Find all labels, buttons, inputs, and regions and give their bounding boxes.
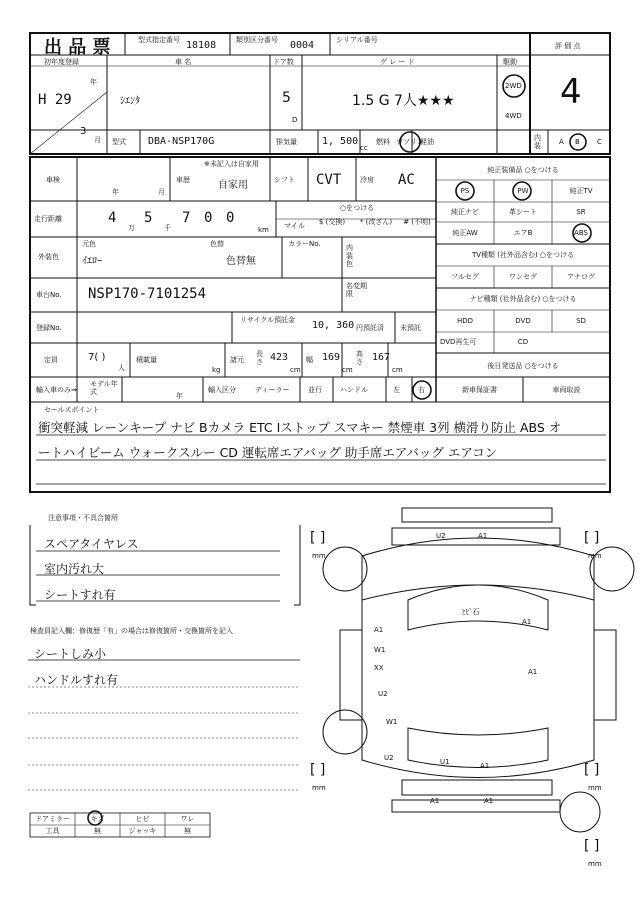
equip-airbag: エアB bbox=[513, 229, 533, 237]
dealer-option: ディーラー bbox=[255, 386, 290, 394]
chassis-value: NSP170-7101254 bbox=[88, 286, 207, 302]
model-year-label: モデル年式 bbox=[90, 380, 118, 396]
month-unit: 月 bbox=[94, 136, 101, 144]
mirror-scratch: キズ bbox=[90, 815, 105, 823]
doors-label: ドア数 bbox=[273, 58, 294, 66]
ac-label: 冷房 bbox=[360, 176, 374, 184]
mm-rr: mm bbox=[588, 784, 602, 792]
note-3: シートすれ有 bbox=[44, 588, 116, 602]
bracket-rl: [ ] bbox=[310, 762, 326, 778]
mark-chip: ﾋﾋﾞ石 bbox=[462, 608, 480, 616]
parallel-option: 並行 bbox=[308, 386, 322, 394]
car-name-label: 車 名 bbox=[175, 58, 192, 66]
cc-unit: cc bbox=[360, 144, 368, 152]
interior-c: C bbox=[597, 138, 602, 146]
mirror-crack: ヒビ bbox=[135, 815, 150, 823]
mark-a1-bumper-1: A1 bbox=[430, 797, 440, 805]
model-no-label: 型式指定番号 bbox=[138, 36, 180, 44]
ac-value: AC bbox=[398, 172, 415, 188]
mark-a1-right-1: A1 bbox=[522, 618, 532, 626]
later-manual: 車両取説 bbox=[552, 386, 581, 394]
mile-label: マイル bbox=[284, 222, 305, 230]
car-name: ｼｴﾝﾀ bbox=[120, 96, 140, 107]
history-label: 車歴 bbox=[176, 176, 190, 184]
mileage-digit-5: 0 bbox=[226, 210, 235, 226]
tool-value: 無 bbox=[94, 827, 101, 835]
equip-pw: PW bbox=[517, 187, 529, 195]
shaken-label: 車検 bbox=[46, 176, 60, 184]
nav-sd: SD bbox=[576, 317, 586, 325]
recycle-label: リサイクル預託金 bbox=[240, 316, 296, 324]
meter-circle-label: ○をつける bbox=[340, 204, 375, 212]
sales-line-2: ートハイビーム ウォークスルー CD 運転席エアバッグ 助手席エアバッグ エアコン bbox=[38, 445, 498, 460]
mirror-break: ワレ bbox=[180, 815, 195, 823]
mm-rl: mm bbox=[312, 784, 326, 792]
recycle-value: 10, 360 bbox=[312, 320, 355, 331]
displacement-label: 排気量 bbox=[276, 138, 297, 146]
mm-fr: mm bbox=[588, 552, 602, 560]
class-no-label: 類別区分番号 bbox=[236, 36, 278, 44]
mm-spare: mm bbox=[588, 860, 602, 868]
mileage-digit-4: 0 bbox=[204, 210, 213, 226]
length-value: 423 bbox=[270, 352, 289, 363]
import-class-label: 輸入区分 bbox=[208, 386, 236, 394]
width-cm: cm bbox=[342, 366, 353, 374]
dims-label: 諸元 bbox=[230, 356, 244, 364]
import-label: 輸入車のみ⇒ bbox=[36, 386, 77, 394]
meter-opt-1: $ (交換) bbox=[318, 218, 346, 226]
notes-label: 注意事項・不具合箇所 bbox=[48, 514, 118, 522]
sales-label: セールスポイント bbox=[44, 406, 100, 414]
mark-u2-rear: U2 bbox=[384, 754, 394, 762]
color-value: ｲｴﾛｰ bbox=[82, 256, 102, 267]
equip-leather: 革シート bbox=[509, 208, 537, 216]
mark-w1-left: W1 bbox=[374, 646, 386, 654]
recycle-paid: 円預託済 bbox=[356, 324, 384, 332]
height-cm: cm bbox=[392, 366, 403, 374]
inspector-note-1: シートしみ小 bbox=[34, 647, 107, 661]
fuel-value: ガソリン bbox=[396, 138, 424, 146]
later-label: 後日発送品 ○をつける bbox=[487, 362, 559, 370]
man-unit: 万 bbox=[128, 224, 135, 232]
mark-a1-rear: A1 bbox=[480, 762, 490, 770]
meter-opt-3: # (不明) bbox=[403, 218, 431, 226]
shaken-month-unit: 月 bbox=[158, 188, 165, 196]
recycle-unpaid: 未預託 bbox=[400, 324, 421, 332]
history-value: 自家用 bbox=[218, 180, 248, 191]
fuel-label: 燃料 bbox=[376, 138, 390, 146]
model-value: DBA-NSP170G bbox=[148, 136, 215, 147]
tv-full: フルセグ bbox=[451, 273, 479, 281]
mark-u2-front: U2 bbox=[436, 532, 446, 540]
equip-abs: ABS bbox=[574, 229, 588, 237]
color-change-label: 色替 bbox=[210, 240, 224, 248]
interior-a: A bbox=[559, 138, 564, 146]
color-orig-label: 元色 bbox=[82, 240, 96, 248]
oil-label: 軽油 bbox=[420, 138, 434, 146]
equip-sr: SR bbox=[576, 208, 586, 216]
chassis-label: 車台No. bbox=[36, 291, 62, 299]
mirror-label: ドアミラー bbox=[35, 815, 70, 823]
kg-unit: kg bbox=[212, 366, 221, 374]
color-no-label: カラーNo. bbox=[288, 240, 321, 248]
drive-label: 駆動 bbox=[503, 58, 517, 66]
bracket-spare: [ ] bbox=[584, 838, 600, 854]
bracket-fr: [ ] bbox=[584, 530, 600, 546]
mileage-digit-3: 7 bbox=[182, 210, 191, 226]
grade-value: 1.5 G 7人★★★ bbox=[352, 93, 455, 109]
capacity-value: 7( ) bbox=[88, 352, 106, 363]
rating-value: 4 bbox=[560, 72, 582, 112]
door-type: D bbox=[292, 116, 298, 124]
name-change-label: 名変期限 bbox=[346, 282, 367, 298]
color-change-value: 色替無 bbox=[226, 256, 256, 267]
inspector-label: 検査員記入欄：修復歴「有」の場合は修復箇所・交換箇所を記入 bbox=[30, 627, 233, 635]
mark-xx: XX bbox=[374, 664, 384, 672]
equip-navi: 純正ナビ bbox=[451, 208, 479, 216]
nav-label: ナビ種類 (社外品含む) ○をつける bbox=[469, 295, 577, 303]
history-note: ※未記入は自家用 bbox=[204, 160, 259, 168]
length-label: 長さ bbox=[256, 350, 263, 366]
handle-left: 左 bbox=[393, 386, 400, 394]
displacement-value: 1, 500 bbox=[322, 136, 359, 147]
mark-a1-bumper-2: A1 bbox=[484, 797, 494, 805]
equip-tv: 純正TV bbox=[569, 187, 593, 195]
color-label: 外装色 bbox=[38, 253, 59, 261]
shaken-year-unit: 年 bbox=[112, 188, 119, 196]
tool-label: 工具 bbox=[45, 827, 60, 835]
length-cm: cm bbox=[290, 366, 301, 374]
load-label: 積載量 bbox=[136, 356, 157, 364]
year-unit: 年 bbox=[90, 78, 97, 86]
inspector-note-2: ハンドルすれ有 bbox=[34, 673, 119, 687]
grade-label: グ レ ー ド bbox=[380, 58, 415, 66]
mark-u2-left: U2 bbox=[378, 690, 388, 698]
class-no: 0004 bbox=[290, 40, 315, 51]
mark-a1-right-2: A1 bbox=[528, 668, 538, 676]
sales-line-1: 衝突軽減 レーンキープ ナビ Bカメラ ETC Iストップ スマキー 禁煙車 3列 横滑り防止 ABS オ bbox=[38, 420, 562, 435]
height-label: 高さ bbox=[356, 350, 363, 366]
nav-hdd: HDD bbox=[456, 317, 474, 325]
mm-fl: mm bbox=[312, 552, 326, 560]
capacity-label: 定員 bbox=[44, 356, 58, 364]
interior-color-label: 内装色 bbox=[346, 244, 353, 268]
std-equip-label: 純正装備品 ○をつける bbox=[487, 166, 559, 174]
drive-2wd: 2WD bbox=[505, 82, 522, 90]
mileage-label: 走行距離 bbox=[34, 215, 62, 223]
person-unit: 人 bbox=[118, 364, 125, 372]
bracket-fl: [ ] bbox=[310, 530, 326, 546]
serial-label: シリアル番号 bbox=[336, 36, 378, 44]
shift-label: シフト bbox=[274, 176, 295, 184]
import-year-unit: 年 bbox=[176, 392, 183, 400]
mark-w1-rear: W1 bbox=[386, 718, 398, 726]
handle-label: ハンドル bbox=[340, 386, 368, 394]
later-warranty: 新車保証書 bbox=[462, 386, 497, 394]
shift-value: CVT bbox=[316, 172, 342, 188]
dvd-label: DVD再生可 bbox=[440, 338, 477, 346]
first-reg-label: 初年度登録 bbox=[44, 58, 79, 66]
note-2: 室内汚れ大 bbox=[44, 562, 105, 576]
handle-right: 右 bbox=[418, 386, 425, 394]
mileage-digit-2: 5 bbox=[144, 210, 153, 226]
mark-a1-left: A1 bbox=[374, 626, 384, 634]
mark-a1-front: A1 bbox=[478, 532, 488, 540]
tv-analog: アナログ bbox=[567, 273, 595, 281]
interior-label: 内装 bbox=[534, 134, 541, 150]
nav-dvd: DVD bbox=[515, 317, 531, 325]
width-label: 幅 bbox=[306, 356, 313, 364]
width-value: 169 bbox=[322, 352, 341, 363]
height-value: 167 bbox=[372, 352, 391, 363]
note-1: スペアタイヤレス bbox=[44, 537, 139, 551]
equip-ps: PS bbox=[460, 187, 470, 195]
sen-unit: 千 bbox=[164, 224, 171, 232]
meter-opt-2: * (改ざん) bbox=[359, 218, 393, 226]
mark-u1-rear: U1 bbox=[440, 758, 450, 766]
jack-value: 無 bbox=[184, 827, 191, 835]
model-no: 18108 bbox=[186, 40, 217, 51]
form-title: 出 品 票 bbox=[44, 37, 111, 58]
reg-label: 登録No. bbox=[36, 324, 62, 332]
tv-one: ワンセグ bbox=[509, 273, 537, 281]
first-reg-year: H 29 bbox=[38, 92, 72, 108]
first-reg-month: 3 bbox=[80, 126, 87, 137]
drive-4wd: 4WD bbox=[505, 112, 522, 120]
mileage-digit-1: 4 bbox=[108, 210, 117, 226]
doors-value: 5 bbox=[282, 90, 291, 106]
km-unit: km bbox=[258, 226, 269, 234]
interior-b: B bbox=[575, 138, 580, 146]
rating-label: 評 価 点 bbox=[555, 42, 581, 50]
bracket-rr: [ ] bbox=[584, 762, 600, 778]
model-label: 型式 bbox=[112, 138, 126, 146]
dvd-cd: CD bbox=[517, 338, 529, 346]
equip-aw: 純正AW bbox=[452, 229, 478, 237]
jack-label: ジャッキ bbox=[128, 827, 157, 835]
tv-label: TV種類 (社外品含む) ○をつける bbox=[471, 251, 575, 259]
